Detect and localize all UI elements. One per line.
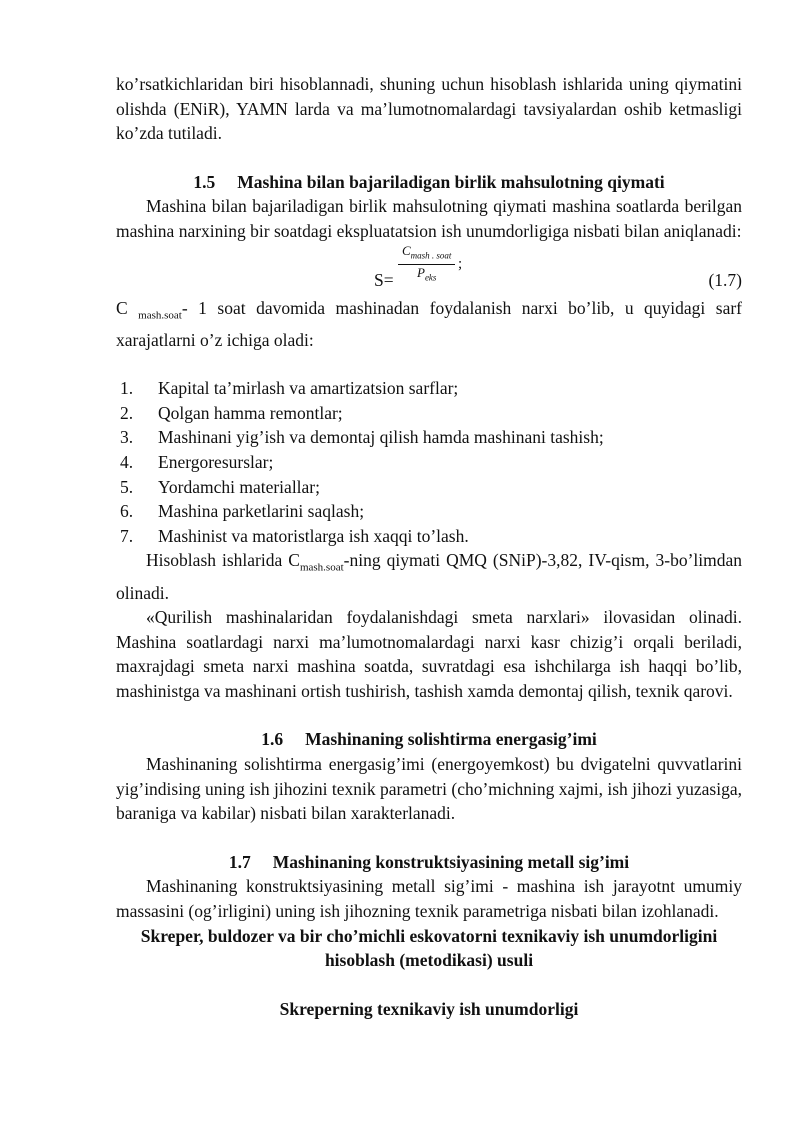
section-heading-1-6 xyxy=(116,727,742,752)
skreper-heading: Skreperning texnikaviy ish unumdorligi xyxy=(279,998,579,1019)
section-heading-1-5 xyxy=(116,170,742,195)
document-page xyxy=(116,72,742,1021)
intro-paragraph: ko’rsatkichlaridan biri hisoblannadi, shuning uchun hisoblash ishlarida uning qiymatini olishda (ENiR), YAMN larda va ma’lumotnomalardagi tavsiyalardan oshib ketmasligi ko’zda tutiladi. xyxy=(116,74,742,144)
formula-fraction xyxy=(398,244,455,286)
section-heading-1-7 xyxy=(116,850,742,875)
list-item: 4. Energoresurslar; xyxy=(120,452,274,473)
list-item: 3. Mashinani yig’ish va demontaj qilish hamda mashinani tashish; xyxy=(120,427,604,448)
list-item: 5. Yordamchi materiallar; xyxy=(120,476,320,497)
section-number: 1.6 xyxy=(261,729,284,750)
section-1-6-paragraph: Mashinaning solishtirma energasig’imi (energoyemkost) bu dvigatelni quvvatlarini yig’indising uning ish jihozini texnik parametri (cho’michning xajmi, ish jihozi yuzasiga, baraniga va kabilar) nisbati bilan xarakterlanadi. xyxy=(116,754,743,824)
list-item: 6. Mashina parketlarini saqlash; xyxy=(120,501,365,522)
section-title: Mashinaning solishtirma energasig’imi xyxy=(305,729,597,750)
formula-denominator: $P_{eks}$ xyxy=(416,265,437,283)
equation-number: (1.7) xyxy=(708,269,742,290)
formula-semicolon: ; xyxy=(458,255,463,272)
method-heading: Skreper, buldozer va bir cho’michli eskovatorni texnikaviy ish unumdorligini hisoblash (metodikasi) usuli xyxy=(140,925,718,971)
section-number: 1.5 xyxy=(193,171,216,192)
section-number: 1.7 xyxy=(228,851,251,872)
formula-numerator: $C_{mash . soat}$ xyxy=(398,244,455,266)
formula-lhs: S= xyxy=(374,269,394,290)
formula-1-7 xyxy=(116,244,742,296)
section-title: Mashinaning konstruktsiyasining metall sig’imi xyxy=(272,851,630,872)
section-1-5-paragraph: Mashina bilan bajariladigan birlik mahsulotning qiymati mashina soatlarda berilgan mashina narxining bir soatdagi ekspluatatsion ish unumdorligiga nisbati bilan aniqlanadi: xyxy=(116,196,742,241)
section-title: Mashina bilan bajariladigan birlik mahsulotning qiymati xyxy=(237,171,665,192)
list-item: 2. Qolgan hamma remontlar; xyxy=(120,402,343,423)
section-1-5-paragraph-2: «Qurilish mashinalaridan foydalanishdagi smeta narxlari» ilovasidan olinadi. Mashina soatlardagi narxi ma’lumotnomalardagi narxi kasr chizig’i orqali beriladi, maxrajdagi smeta narxi mashina soatda, suvratdagi esa ishchilarga ish haqqi bo’lib, mashinistga va mashinani ortish tushirish, tashish xamda demontaj qilish, texnik qarovi. xyxy=(116,607,742,701)
section-1-7-paragraph: Mashinaning konstruktsiyasining metall sig’imi - mashina ish jarayotnt umumiy massasini (og’irligini) uning ish jihozning texnik parametriga nisbati bilan izohlanadi. xyxy=(116,876,742,922)
cost-list xyxy=(116,376,742,548)
definition-paragraph: C $_{mash.soat}$- 1 soat davomida mashinadan foydalanish narxi bo’lib, u quyidagi sarf xarajatlarni o’z ichiga oladi: xyxy=(116,297,743,350)
calc-paragraph: Hisoblash ishlarida $C_{mash.soat}$-ning qiymati QMQ (SNiP)-3,82, IV-qism, 3-bo’limdan olinadi. xyxy=(116,550,742,603)
list-item: 7. Mashinist va matoristlarga ish xaqqi to’lash. xyxy=(120,525,469,546)
list-item: 1. Kapital ta’mirlash va amartizatsion sarflar; xyxy=(120,378,459,399)
